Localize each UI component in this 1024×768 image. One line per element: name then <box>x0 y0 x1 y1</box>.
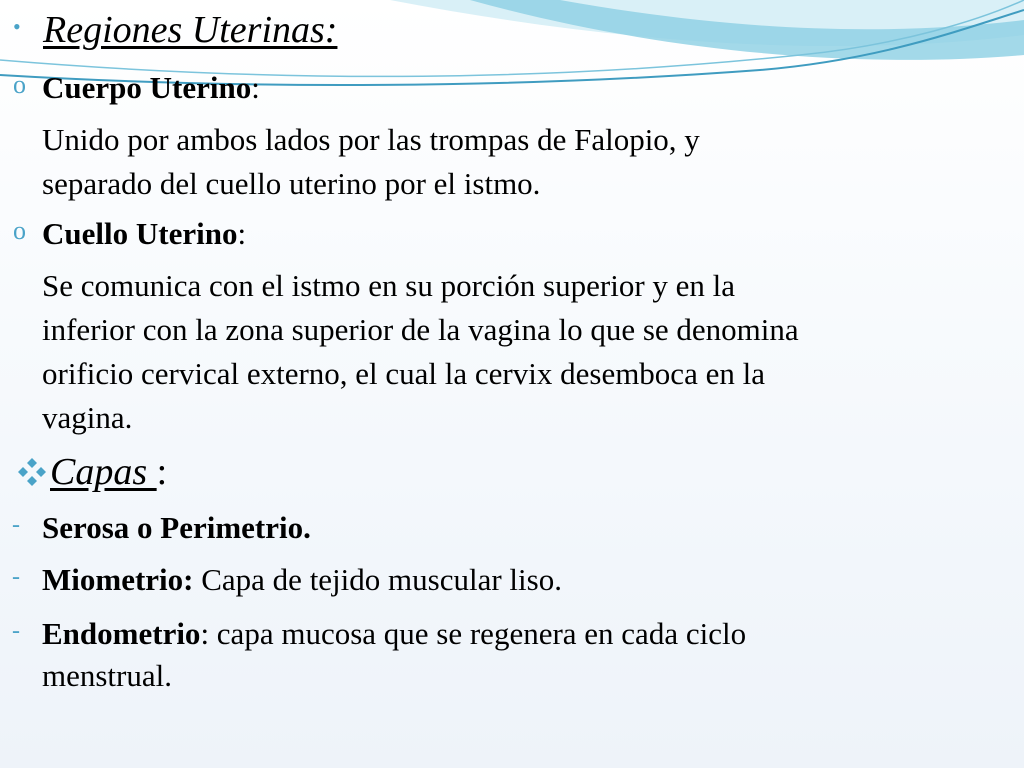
capas-item-label: Miometrio: <box>42 562 194 597</box>
bullet-circle-icon: o <box>13 216 26 245</box>
capas-heading-text: Capas <box>50 451 157 493</box>
cuello-text-line-1: Se comunica con el istmo en su porción superior y en la <box>42 268 736 303</box>
cuerpo-text-line-2: separado del cuello uterino por el istmo. <box>42 166 541 201</box>
slide-heading: Regiones Uterinas: <box>43 9 338 51</box>
cuello-colon: : <box>237 216 247 251</box>
capas-item-label: Serosa o Perimetrio. <box>42 510 311 545</box>
bullet-dot-icon: • <box>13 14 21 39</box>
cuerpo-heading <box>42 70 260 106</box>
cuello-text-line-3: orificio cervical externo, el cual la cervix desemboca en la <box>42 356 765 391</box>
capas-item <box>42 562 562 598</box>
bullet-circle-icon: o <box>13 70 26 99</box>
capas-item-label: Endometrio <box>42 616 201 651</box>
capas-item-text: Capa de tejido muscular liso. <box>193 562 562 597</box>
diamond-bullet-icon <box>17 457 47 487</box>
bullet-dash-icon: - <box>12 618 20 644</box>
capas-colon: : <box>156 451 168 493</box>
bullet-dash-icon: - <box>12 512 20 538</box>
capas-item-continuation: menstrual. <box>42 658 172 693</box>
capas-item <box>42 510 311 546</box>
capas-item <box>42 616 746 652</box>
cuerpo-colon: : <box>251 70 260 105</box>
capas-item-text: : capa mucosa que se regenera en cada ciclo <box>200 616 747 651</box>
cuello-heading <box>42 216 246 252</box>
capas-heading <box>50 450 167 494</box>
cuerpo-text-line-1: Unido por ambos lados por las trompas de Falopio, y <box>42 122 700 157</box>
cuello-text-line-2: inferior con la zona superior de la vagina lo que se denomina <box>42 312 799 347</box>
cuello-label: Cuello Uterino <box>42 216 238 251</box>
cuerpo-label: Cuerpo Uterino <box>42 70 252 105</box>
cuello-text-line-4: vagina. <box>42 400 133 435</box>
bullet-dash-icon: - <box>12 564 20 590</box>
